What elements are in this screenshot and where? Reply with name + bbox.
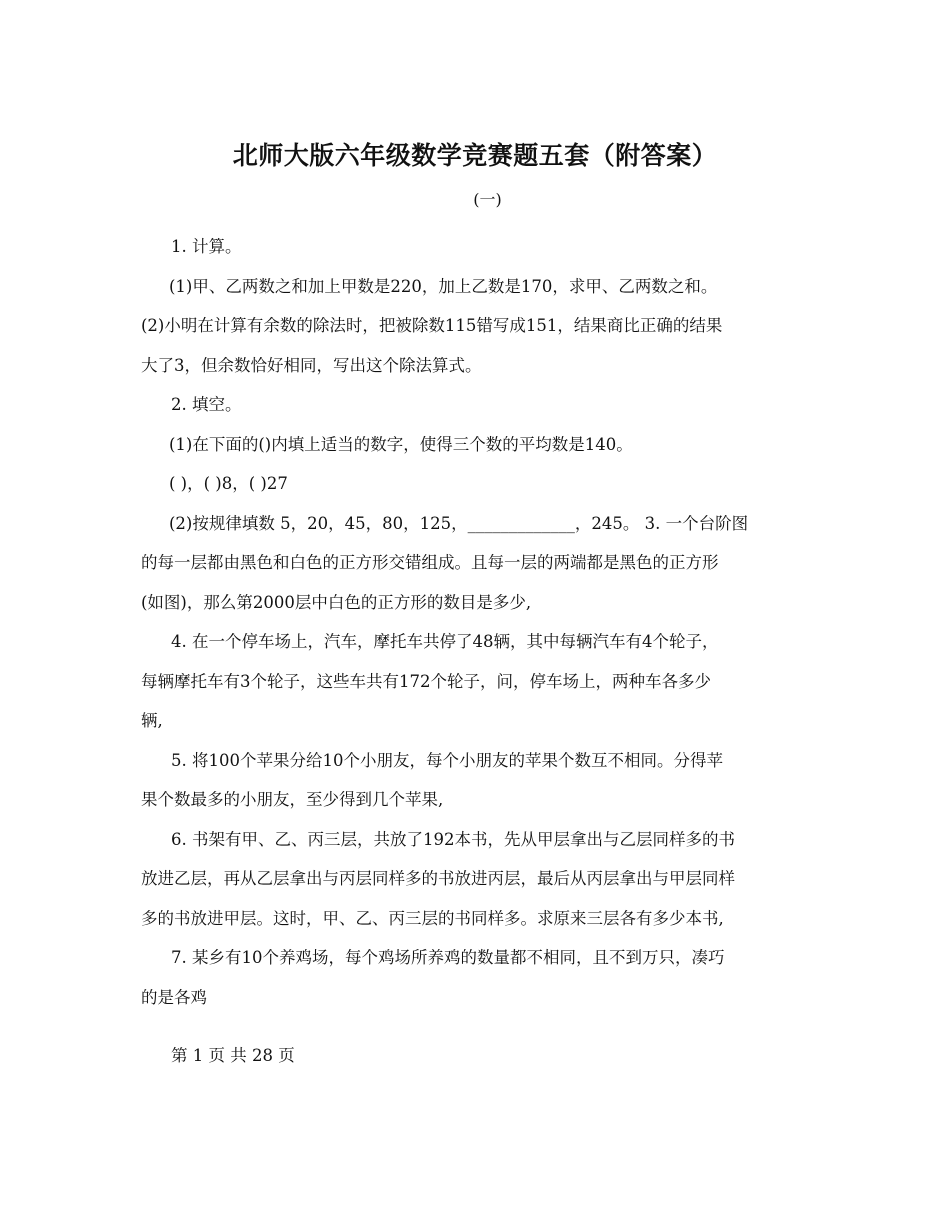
text-line: 的是各鸡 xyxy=(141,987,207,1007)
text-line: ( )，( )8，( )27 xyxy=(169,474,288,493)
text-line: 大了3，但余数恰好相同，写出这个除法算式。 xyxy=(141,355,482,375)
text-line: 果个数最多的小朋友，至少得到几个苹果, xyxy=(141,790,444,809)
text-line: 5. 将100个苹果分给10个小朋友，每个小朋友的苹果个数互不相同。分得苹 xyxy=(171,750,723,770)
section-heading: (一) xyxy=(473,190,502,209)
text-line: 2. 填空。 xyxy=(171,395,242,414)
text-line: (如图)，那么第2000层中白色的正方形的数目是多少, xyxy=(141,592,532,612)
text-line: 的每一层都由黑色和白色的正方形交错组成。且每一层的两端都是黑色的正方形 xyxy=(141,553,719,572)
text-line: (1)甲、乙两数之和加上甲数是220，加上乙数是170，求甲、乙两数之和。 xyxy=(169,276,718,296)
text-line: 放进乙层，再从乙层拿出与丙层同样多的书放进丙层，最后从丙层拿出与甲层同样 xyxy=(141,869,735,888)
text-line: 每辆摩托车有3个轮子，这些车共有172个轮子，问，停车场上，两种车各多少 xyxy=(141,671,711,691)
page-footer: 第 1 页 共 28 页 xyxy=(171,1046,295,1065)
text-line: 4. 在一个停车场上，汽车，摩托车共停了48辆，其中每辆汽车有4个轮子， xyxy=(171,632,719,651)
text-line: (2)按规律填数 5，20，45，80，125，_____________，245。 3. 一个台阶图 xyxy=(169,513,749,533)
document-body xyxy=(141,227,813,1017)
text-line: 多的书放进甲层。这时，甲、乙、丙三层的书同样多。求原来三层各有多少本书, xyxy=(141,908,724,928)
text-line: 1. 计算。 xyxy=(171,237,242,256)
text-line: (2)小明在计算有余数的除法时，把被除数115错写成151，结果商比正确的结果 xyxy=(141,316,723,335)
text-line: (1)在下面的()内填上适当的数字，使得三个数的平均数是140。 xyxy=(169,434,633,454)
text-line: 辆, xyxy=(141,711,163,730)
document-title: 北师大版六年级数学竞赛题五套（附答案） xyxy=(232,141,718,170)
text-line: 7. 某乡有10个养鸡场，每个鸡场所养鸡的数量都不相同，且不到万只，凑巧 xyxy=(171,948,725,967)
text-line: 6. 书架有甲、乙、丙三层，共放了192本书，先从甲层拿出与乙层同样多的书 xyxy=(171,829,735,849)
